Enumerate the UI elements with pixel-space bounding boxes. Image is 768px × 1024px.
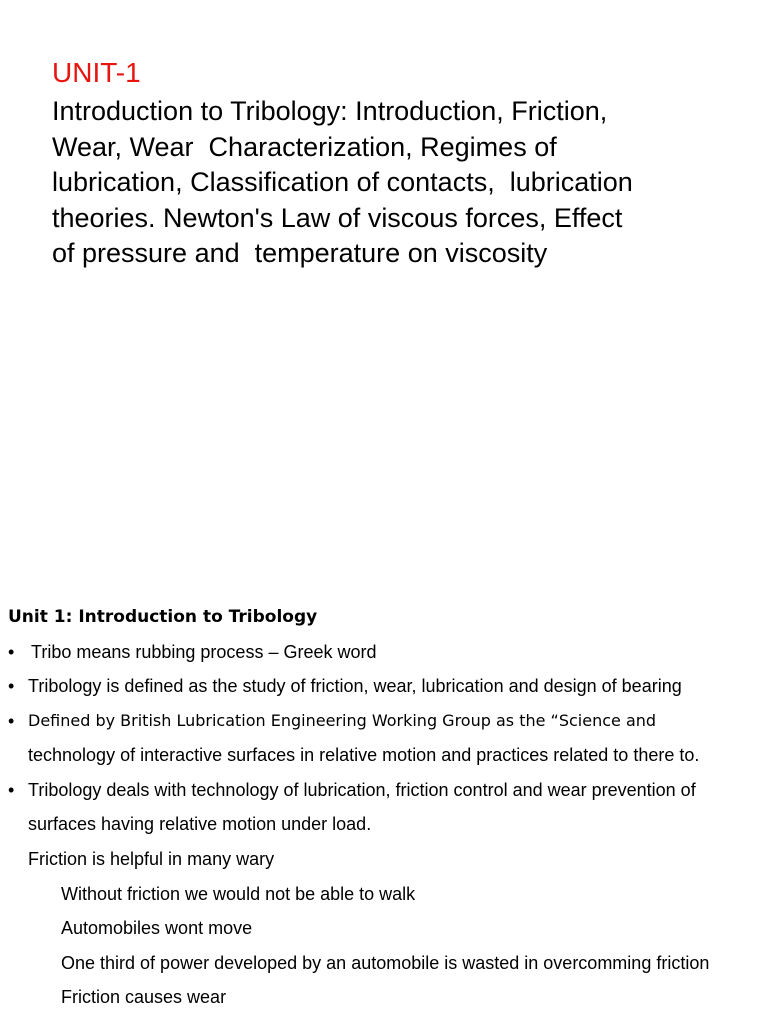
slide-title: Unit 1: Introduction to Tribology: [8, 607, 318, 627]
syllabus-text: [52, 94, 752, 272]
syllabus-line: of pressure and temperature on viscosity: [52, 238, 548, 268]
bullet-icon: •: [8, 780, 15, 800]
syllabus-line: Introduction to Tribology: Introduction, Friction,: [52, 96, 608, 126]
bullet-text: Tribology deals with technology of lubrication, friction control and wear prevention of: [28, 780, 696, 800]
unit-heading: UNIT-1: [52, 57, 141, 88]
slide-introduction: [0, 598, 768, 1024]
sub-item-text: Friction causes wear: [61, 987, 227, 1007]
syllabus-line: Wear, Wear Characterization, Regimes of: [52, 131, 557, 162]
sub-item-text: Automobiles wont move: [61, 918, 253, 938]
bullet-text: surfaces having relative motion under load.: [28, 814, 372, 834]
syllabus-line: theories. Newton's Law of viscous forces, Effect: [52, 202, 623, 233]
bullet-icon: •: [8, 711, 15, 731]
bullet-icon: •: [8, 676, 15, 696]
bullet-text: Tribology is defined as the study of friction, wear, lubrication and design of bearing: [28, 676, 682, 696]
sub-item-text: Without friction we would not be able to walk: [61, 884, 416, 904]
sub-item-text: One third of power developed by an automobile is wasted in overcomming friction: [61, 953, 710, 973]
syllabus-line: lubrication, Classification of contacts, lubrication: [52, 167, 633, 197]
bullet-text: Defined by British Lubrication Engineering Working Group as the “Science and: [28, 711, 657, 730]
bullet-text: technology of interactive surfaces in relative motion and practices related to there to.: [28, 745, 700, 765]
bullet-icon: •: [8, 642, 15, 662]
bullet-text: Tribo means rubbing process – Greek word: [31, 642, 377, 662]
bullet-text: Friction is helpful in many wary: [28, 849, 275, 869]
